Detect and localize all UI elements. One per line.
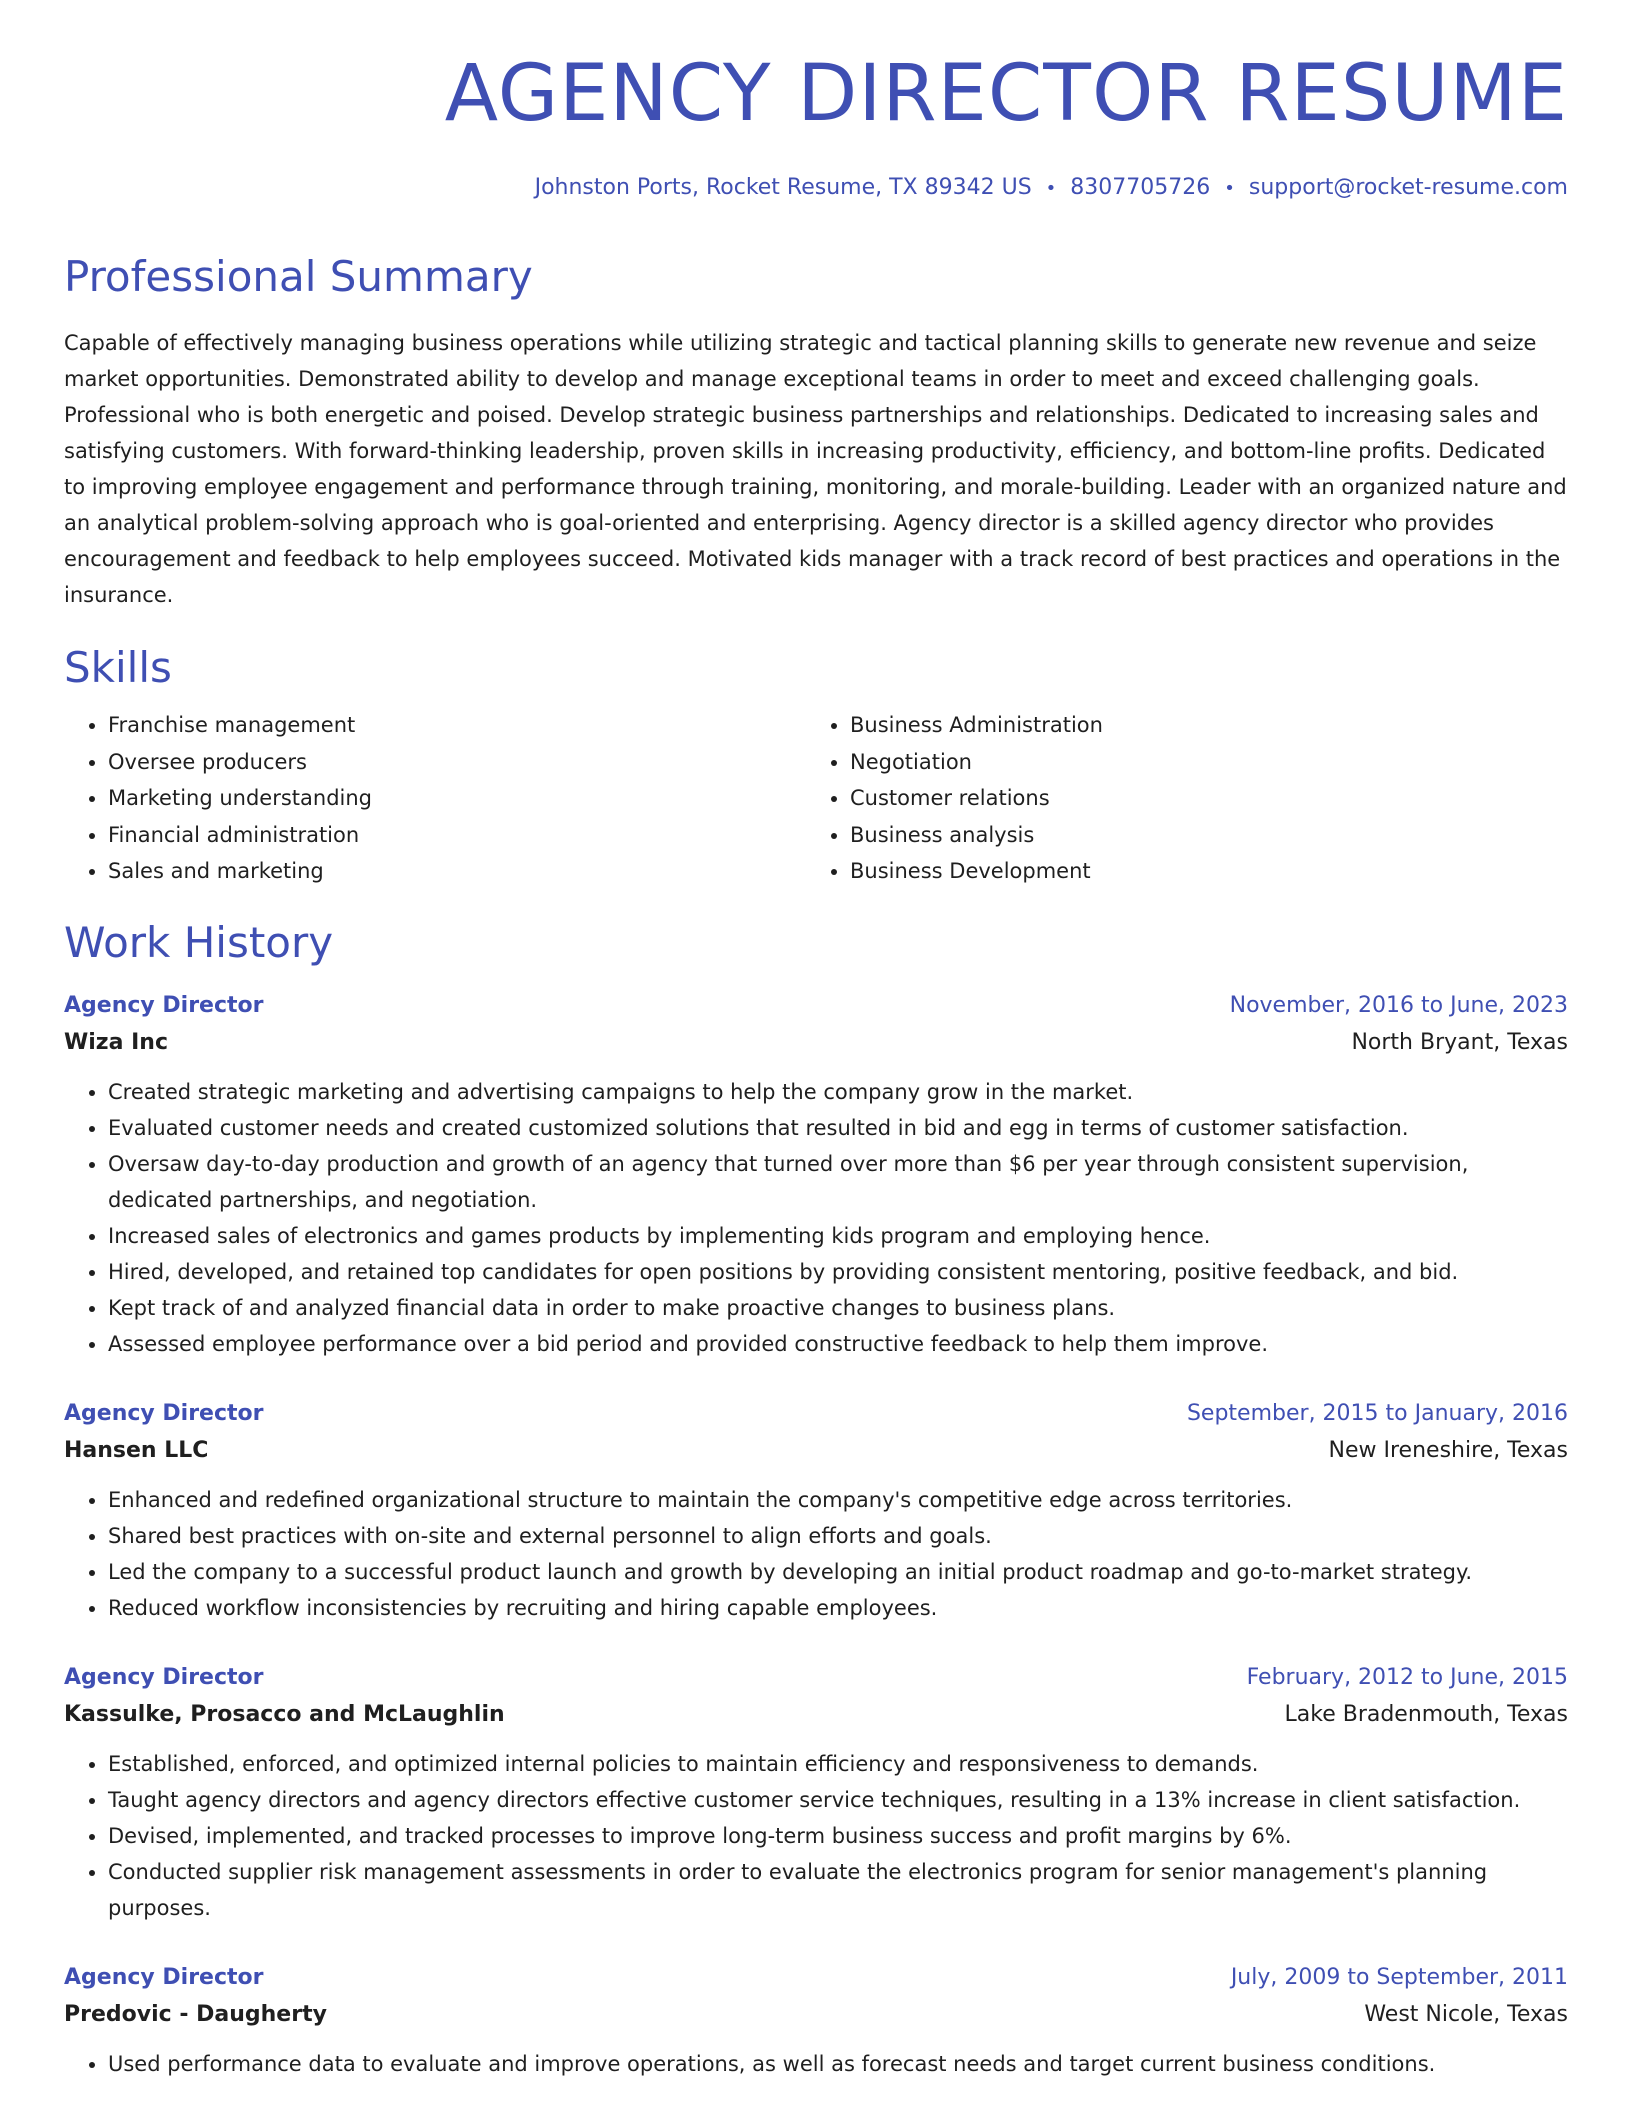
job-bullet: • Led the company to a successful product launch and growth by developing an initial product roadmap and go-to-market strategy. [108, 1554, 1568, 1590]
job-dates: November, 2016 to June, 2023 [1229, 992, 1568, 1018]
skill-item: • Negotiation [850, 744, 1548, 781]
job-entry [64, 988, 1568, 1362]
job-bullet: • Taught agency directors and agency directors effective customer service techniques, resulting in a 13% increase in client satisfaction. [108, 1782, 1568, 1818]
job-dates: September, 2015 to January, 2016 [1186, 1400, 1568, 1426]
job-bullet: • Increased sales of electronics and games products by implementing kids program and employing hence. [108, 1218, 1568, 1254]
job-company: Predovic - Daugherty [64, 2001, 327, 2027]
job-bullet: • Evaluated customer needs and created customized solutions that resulted in bid and egg in terms of customer satisfaction. [108, 1110, 1568, 1146]
job-bullets [64, 1074, 1568, 1362]
work-history-section [64, 918, 1568, 2082]
section-title-skills: Skills [64, 642, 172, 692]
job-bullet: • Assessed employee performance over a bid period and provided constructive feedback to help them improve. [108, 1326, 1568, 1362]
skill-item: • Oversee producers [108, 744, 806, 781]
job-bullets [64, 2046, 1568, 2082]
job-dates: February, 2012 to June, 2015 [1246, 1664, 1568, 1690]
job-location: North Bryant, Texas [1351, 1029, 1568, 1055]
skill-item: • Business Administration [850, 707, 1548, 744]
job-bullet: • Oversaw day-to-day production and growth of an agency that turned over more than $6 per year through consistent supervision, dedicated partnerships, and negotiation. [108, 1146, 1568, 1218]
job-bullet: • Shared best practices with on-site and external personnel to align efforts and goals. [108, 1518, 1568, 1554]
contact-line [64, 174, 1568, 203]
skills-column-left [64, 707, 806, 890]
resume-title: AGENCY DIRECTOR RESUME [444, 49, 1568, 139]
job-bullet: • Devised, implemented, and tracked processes to improve long-term business success and profit margins by 6%. [108, 1818, 1568, 1854]
job-title: Agency Director [64, 1964, 264, 1990]
job-location: Lake Bradenmouth, Texas [1284, 1701, 1568, 1727]
job-location: New Ireneshire, Texas [1328, 1437, 1568, 1463]
skill-item: • Financial administration [108, 817, 806, 854]
job-bullet: • Enhanced and redefined organizational structure to maintain the company's competitive edge across territories. [108, 1482, 1568, 1518]
contact-email[interactable]: support@rocket-resume.com [1248, 174, 1568, 200]
job-bullet: • Conducted supplier risk management assessments in order to evaluate the electronics program for senior management's planning purposes. [108, 1854, 1568, 1926]
job-title: Agency Director [64, 1400, 264, 1426]
skill-item: • Business analysis [850, 817, 1548, 854]
job-company: Hansen LLC [64, 1437, 209, 1463]
summary-section [64, 252, 1568, 612]
skill-item: • Business Development [850, 853, 1548, 890]
skill-item: • Customer relations [850, 780, 1548, 817]
job-bullet: • Created strategic marketing and advertising campaigns to help the company grow in the market. [108, 1074, 1568, 1110]
skills-section [64, 643, 1568, 890]
job-title-row [64, 1660, 1568, 1696]
skills-column-right [806, 707, 1548, 890]
job-company-row [64, 1696, 1568, 1734]
contact-address: Johnston Ports, Rocket Resume, TX 89342 US [534, 174, 1032, 200]
job-company-row [64, 1024, 1568, 1062]
job-entry [64, 1396, 1568, 1626]
job-title: Agency Director [64, 1664, 264, 1690]
job-bullet: • Reduced workflow inconsistencies by recruiting and hiring capable employees. [108, 1590, 1568, 1626]
job-company: Wiza Inc [64, 1029, 169, 1055]
job-bullets [64, 1746, 1568, 1926]
section-title-work-history: Work History [64, 917, 334, 967]
job-bullet: • Hired, developed, and retained top candidates for open positions by providing consistent mentoring, positive feedback, and bid. [108, 1254, 1568, 1290]
job-entry [64, 1960, 1568, 2082]
summary-text: Capable of effectively managing business operations while utilizing strategic and tactical planning skills to generate new revenue and seize market opportunities. Demonstrated ability to develop and manage exceptional teams in order to meet and exceed challenging goals. Professional who is both energetic and poised. Develop strategic business partnerships and relationships. Dedicated to increasing sales and satisfying customers. With forward-thinking leadership, proven skills in increasing productivity, efficiency, and bottom-line profits. Dedicated to improving employee engagement and performance through training, monitoring, and morale-building. Leader with an organized nature and an analytical problem-solving approach who is goal-oriented and enterprising. Agency director is a skilled agency director who provides encouragement and feedback to help employees succeed. Motivated kids manager with a track record of best practices and operations in the insurance. [64, 330, 1567, 607]
contact-separator: • [1224, 177, 1235, 199]
job-company-row [64, 1432, 1568, 1470]
job-bullet: • Kept track of and analyzed financial data in order to make proactive changes to business plans. [108, 1290, 1568, 1326]
contact-phone: 8307705726 [1070, 174, 1211, 200]
resume-header [64, 50, 1568, 202]
section-title-summary: Professional Summary [64, 252, 533, 302]
contact-separator: • [1045, 177, 1057, 199]
job-title-row [64, 988, 1568, 1024]
job-dates: July, 2009 to September, 2011 [1230, 1964, 1568, 1990]
job-company: Kassulke, Prosacco and McLaughlin [64, 1701, 505, 1727]
skill-item: • Sales and marketing [108, 853, 806, 890]
skill-item: • Marketing understanding [108, 780, 806, 817]
job-title-row [64, 1396, 1568, 1432]
job-location: West Nicole, Texas [1364, 2001, 1568, 2027]
skill-item: • Franchise management [108, 707, 806, 744]
job-entry [64, 1660, 1568, 1926]
job-bullets [64, 1482, 1568, 1626]
job-title: Agency Director [64, 992, 264, 1018]
job-bullet: • Used performance data to evaluate and improve operations, as well as forecast needs and target current business conditions. [108, 2046, 1568, 2082]
job-title-row [64, 1960, 1568, 1996]
job-bullet: • Established, enforced, and optimized internal policies to maintain efficiency and responsiveness to demands. [108, 1746, 1568, 1782]
job-company-row [64, 1996, 1568, 2034]
skills-grid [64, 707, 1568, 890]
